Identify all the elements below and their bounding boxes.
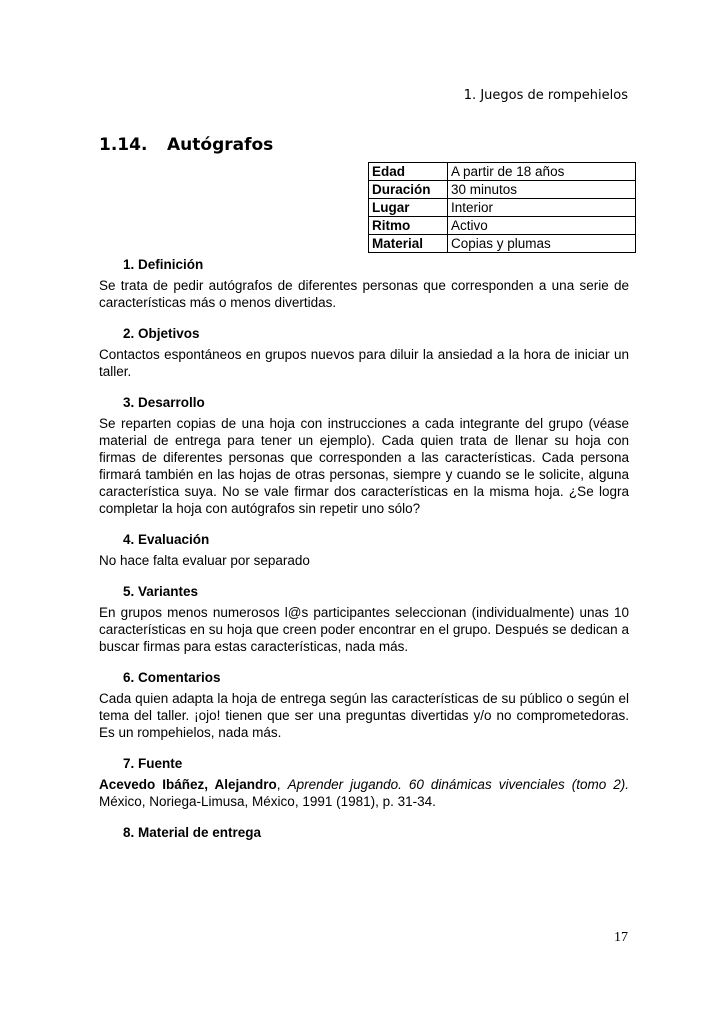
info-row-lugar xyxy=(369,199,636,217)
info-value: Interior xyxy=(448,199,636,217)
info-table xyxy=(368,162,636,253)
text-comentarios: Cada quien adapta la hoja de entrega según las características de su público o según el tema del taller. ¡ojo! tienen que ser una preguntas divertidas y/o no comprometedoras. Es un rompehielos, nada más. xyxy=(99,691,629,740)
info-key: Edad xyxy=(369,163,448,181)
heading-desarrollo: 3. Desarrollo xyxy=(123,395,205,410)
source-publication: México, Noriega-Limusa, México, 1991 (1981), p. 31-34. xyxy=(99,794,436,809)
info-value: A partir de 18 años xyxy=(448,163,636,181)
info-value: Copias y plumas xyxy=(448,235,636,253)
section-material xyxy=(99,824,629,841)
section-fuente xyxy=(99,755,629,810)
section-desarrollo xyxy=(99,394,629,517)
page-number: 17 xyxy=(614,930,628,945)
text-objetivos: Contactos espontáneos en grupos nuevos para diluir la ansiedad a la hora de iniciar un taller. xyxy=(99,347,629,379)
info-key: Material xyxy=(369,235,448,253)
source-separator: , xyxy=(276,777,288,792)
section-variantes xyxy=(99,583,629,655)
section-name: Autógrafos xyxy=(167,135,274,155)
heading-evaluacion: 4. Evaluación xyxy=(123,532,210,547)
text-evaluacion: No hace falta evaluar por separado xyxy=(99,553,310,568)
info-key: Lugar xyxy=(369,199,448,217)
heading-material: 8. Material de entrega xyxy=(123,825,262,840)
section-title xyxy=(99,135,273,155)
info-row-edad xyxy=(369,163,636,181)
text-fuente xyxy=(99,776,629,810)
heading-objetivos: 2. Objetivos xyxy=(123,326,200,341)
info-row-material xyxy=(369,235,636,253)
source-author: Acevedo Ibáñez, Alejandro xyxy=(99,777,277,792)
source-book: Aprender jugando. 60 dinámicas vivenciales (tomo 2). xyxy=(287,777,629,792)
info-row-duracion xyxy=(369,181,636,199)
heading-comentarios: 6. Comentarios xyxy=(123,670,221,685)
heading-definicion: 1. Definición xyxy=(123,257,204,272)
info-row-ritmo xyxy=(369,217,636,235)
heading-variantes: 5. Variantes xyxy=(123,584,199,599)
content xyxy=(99,256,629,855)
text-variantes: En grupos menos numerosos l@s participantes seleccionan (individualmente) unas 10 características en su hoja que creen poder encontrar en el grupo. Después se dedican a buscar firmas para estas características, nada más. xyxy=(99,605,629,654)
info-value: Activo xyxy=(448,217,636,235)
info-key: Ritmo xyxy=(369,217,448,235)
section-comentarios xyxy=(99,669,629,741)
section-objetivos xyxy=(99,325,629,380)
text-desarrollo: Se reparten copias de una hoja con instrucciones a cada integrante del grupo (véase material de entrega para tener un ejemplo). Cada quien trata de llenar su hoja con firmas de diferentes personas que corresponden a las características. Cada persona firmará también en las hojas de otras personas, siempre y cuando se le solicite, alguna característica suya. No se vale firmar dos características en la misma hoja. ¿Se logra completar la hoja con autógrafos sin repetir uno sólo? xyxy=(99,416,629,516)
text-definicion: Se trata de pedir autógrafos de diferentes personas que corresponden a una serie de características más o menos divertidas. xyxy=(99,278,629,310)
section-evaluacion xyxy=(99,531,629,569)
running-header: 1. Juegos de rompehielos xyxy=(463,88,628,103)
heading-fuente: 7. Fuente xyxy=(123,756,183,771)
info-key: Duración xyxy=(369,181,448,199)
info-value: 30 minutos xyxy=(448,181,636,199)
section-definicion xyxy=(99,256,629,311)
section-number: 1.14. xyxy=(99,135,148,155)
